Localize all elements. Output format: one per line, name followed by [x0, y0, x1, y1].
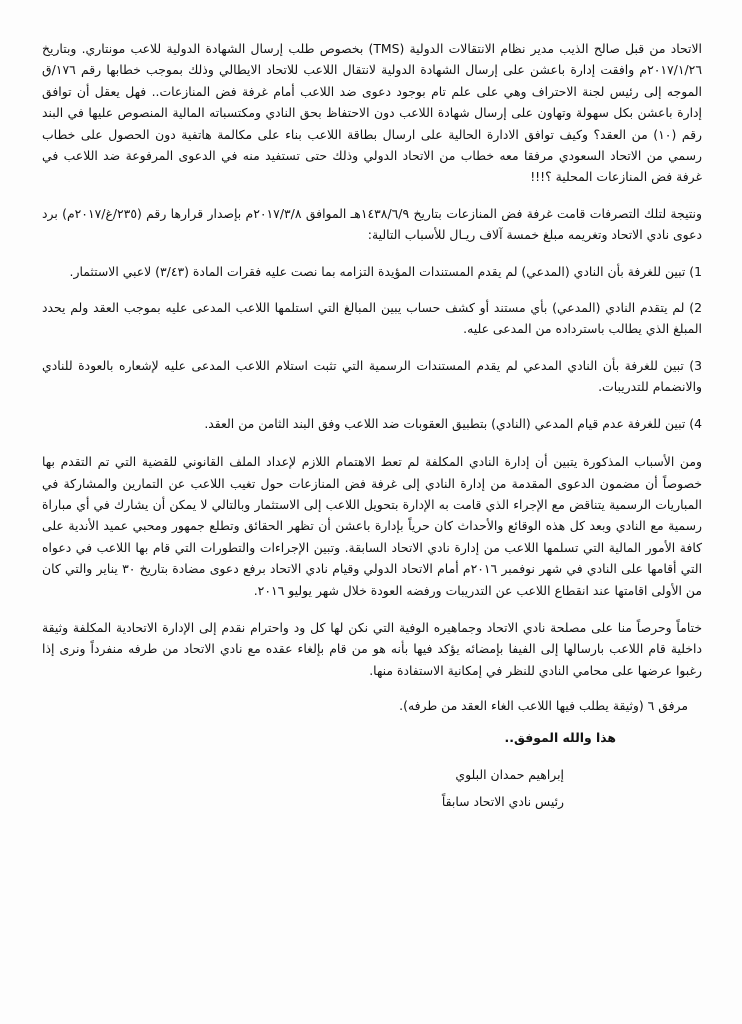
signature-title: رئيس نادي الاتحاد سابقاً	[441, 794, 564, 810]
paragraph-tms-certificate: الاتحاد من قبل صالح الذيب مدير نظام الانتقالات الدولية (TMS) بخصوص طلب إرسال الشهادة الدولية للاعب مونتاري. وبتاريخ ٢٠١٧/١/٢٦م وافقت إدارة باعشن على إرسال الشهادة الدولية لانتقال اللاعب للاتحاد الايطالي وذلك بموجب خطابها رقم ١٧٦/ق الموجه إلى رئيس لجنة الاحتراف وهي على علم تام بوجود دعوى ضد اللاعب أمام غرفة فض المنازعات.. فهل يعقل أن توافق إدارة باعشن بكل سهولة وتهاون على إرسال شهادة اللاعب دون الاحتفاظ بحق النادي ومكتسباته المالية المنصوص عليها في البند رقم (١٠) من العقد؟ وكيف توافق الادارة الحالية على ارسال بطاقة اللاعب بناء على مكالمة هاتفية دون الحصول على خطاب رسمي من الاتحاد السعودي مرفقا معه خطاب من الاتحاد الدولي وذلك حتى تستفيد منه في الدعوى المرفوعة ضد اللاعب في غرفة فض المنازعات المحلية ؟!!!	[42, 41, 702, 185]
reasons-list	[42, 261, 702, 434]
reason-item-2: 2) لم يتقدم النادي (المدعي) بأي مستند أو كشف حساب يبين المبالغ التي استلمها اللاعب المدعى عليه بموجب العقد ولم يحدد المبلغ الذي يطالب باسترداده من المدعى عليه.	[42, 300, 702, 337]
closing-greeting: هذا والله الموفق..	[504, 729, 616, 745]
reason-item-3: 3) تبين للغرفة بأن النادي المدعي لم يقدم المستندات الرسمية التي تثبت استلام اللاعب المدعى عليه لإشعاره بالعودة للنادي والانضمام للتدريبات.	[42, 357, 702, 395]
paragraph-closing: ختاماً وحرصاً منا على مصلحة نادي الاتحاد وجماهيره الوفية التي نكن لها كل ود واحترام نقدم إلى الإدارة الاتحادية المكلفة وثيقة داخلية قام اللاعب بارسالها إلى الفيفا بإمضائه يؤكد فيها بأنه هو من قام بإلغاء عقده مع نادي الاتحاد من طرفه منفرداً ونرى إذا رغبوا عرضها على محامي النادي للنظر في إمكانية الاستفادة منها.	[42, 619, 702, 678]
attachment-note: مرفق ٦ (وثيقة يطلب فيها اللاعب الغاء العقد من طرفه).	[399, 698, 688, 714]
paragraph-dispute-ruling: ونتيجة لتلك التصرفات قامت غرفة فض المنازعات بتاريخ ١٤٣٨/٦/٩هـ الموافق ٢٠١٧/٣/٨م بإصدار قرارها رقم (٢٣٥/غ/٢٠١٧م) برد دعوى نادي الاتحاد وتغريمه مبلغ خمسة آلاف ريـال للأسباب التالية:	[42, 205, 702, 243]
reason-item-4: 4) تبين للغرفة عدم قيام المدعي (النادي) بتطبيق العقوبات ضد اللاعب وفق البند الثامن من العقد.	[204, 415, 702, 431]
signature-name: إبراهيم حمدان البلوي	[455, 766, 564, 782]
reason-item-1: 1) تبين للغرفة بأن النادي (المدعي) لم يقدم المستندات المؤيدة التزامه بما نصت عليه فقرات المادة (٣/٤٣) لاعبي الاستثمار.	[69, 263, 702, 279]
paragraph-analysis: ومن الأسباب المذكورة يتبين أن إدارة النادي المكلفة لم تعط الاهتمام اللازم لإعداد الملف القانوني للقضية التي تم التقدم بها خصوصاً أن مضمون الدعوى المقدمة من إدارة النادي إلى غرفة فض المنازعات حول تغيب اللاعب عن التمارين والمشاركة في المباريات الرسمية يتناقض مع الإجراء الذي قامت به الإدارة بتحويل اللاعب إلى الاستثمار وبالتالي لا يمكن أن يشارك في أي مباراة رسمية مع النادي وبعد كل هذه الوقائع والأحداث كان حرياً بإدارة باعشن أن تظهر الحقائق وتطلع جمهور ومحبي عميد الأندية على كافة الأمور المالية التي تسلمها اللاعب من إدارة نادي الاتحاد السابقة. وتبين الإجراءات والتطورات التي قام بها اللاعب في دعواه التي أقامها على النادي في شهر نوفمبر ٢٠١٦م أمام الاتحاد الدولي وقيام نادي الاتحاد برفع دعوى مضادة بتاريخ ٣٠ يناير والتي كان من الأولى اقامتها عند انقطاع اللاعب عن التدريبات ورفضه العودة خلال شهر يوليو ٢٠١٦.	[42, 454, 703, 598]
